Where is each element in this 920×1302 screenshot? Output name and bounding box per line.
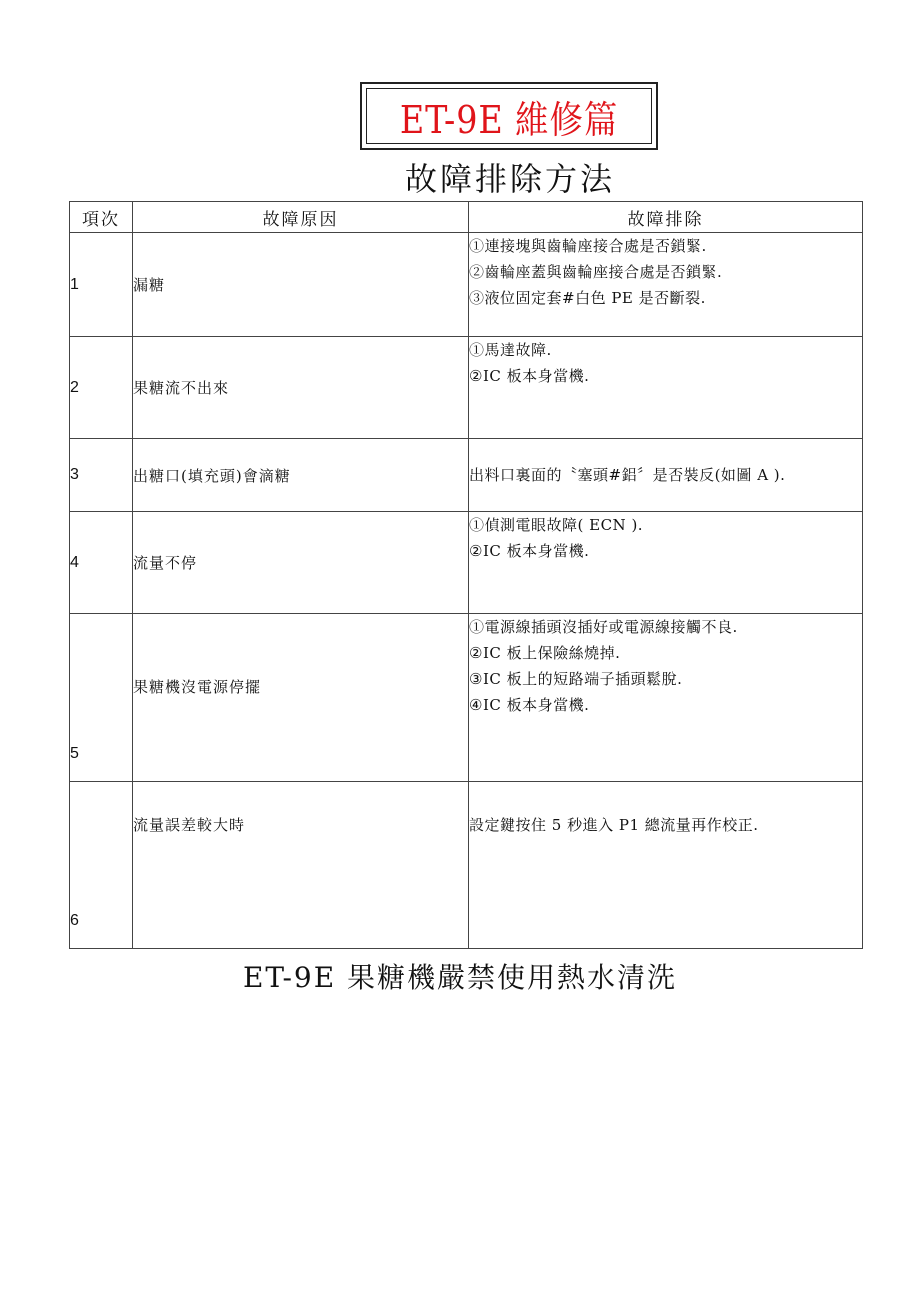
- table-row: [70, 439, 863, 512]
- fix-step: ①電源線插頭沒插好或電源線接觸不良.: [469, 618, 738, 636]
- title-frame-inner: [366, 88, 652, 144]
- fix-step: ②IC 板上保險絲燒掉.: [469, 644, 621, 662]
- fix-step: ④IC 板本身當機.: [469, 696, 590, 714]
- row-cause: 流量不停: [133, 512, 469, 614]
- table-header-row: [70, 202, 863, 233]
- row-fix: [469, 439, 863, 512]
- row-fix: [469, 337, 863, 439]
- column-header-fix: 故障排除: [469, 202, 863, 233]
- row-item-number: 5: [70, 614, 133, 782]
- section-subtitle: 故障排除方法: [404, 160, 615, 198]
- column-header-cause: 故障原因: [133, 202, 469, 233]
- table-row: [70, 233, 863, 337]
- fix-step: ②齒輪座蓋與齒輪座接合處是否鎖緊.: [469, 263, 723, 281]
- row-cause: 流量誤差較大時: [133, 782, 469, 949]
- fix-step: ③液位固定套#白色 PE 是否斷裂.: [469, 289, 706, 307]
- fix-step: ②IC 板本身當機.: [469, 367, 590, 385]
- fix-step: ①偵測電眼故障( ECN ).: [469, 516, 644, 534]
- document-title: ET-9E 維修篇: [399, 97, 619, 142]
- row-item-number: 4: [70, 512, 133, 614]
- warning-note: ET-9E 果糖機嚴禁使用熱水清洗: [242, 961, 678, 994]
- fix-step: 設定鍵按住 5 秒進入 P1 總流量再作校正.: [469, 816, 759, 834]
- table-row: [70, 512, 863, 614]
- fix-step: ①馬達故障.: [469, 341, 552, 359]
- row-item-number: 3: [70, 439, 133, 512]
- table-row: [70, 614, 863, 782]
- row-item-number: 6: [70, 782, 133, 949]
- table-row: [70, 782, 863, 949]
- fix-step: ②IC 板本身當機.: [469, 542, 590, 560]
- table-row: [70, 337, 863, 439]
- title-frame: [360, 82, 658, 150]
- row-item-number: 2: [70, 337, 133, 439]
- fix-step: 出料口裏面的〝塞頭#鋁〞是否裝反(如圖 A ).: [469, 466, 786, 484]
- row-fix: [469, 512, 863, 614]
- row-cause: 果糖機沒電源停擺: [133, 614, 469, 782]
- fix-step: ③IC 板上的短路端子插頭鬆脫.: [469, 670, 683, 688]
- column-header-item: 項次: [70, 202, 133, 233]
- troubleshooting-table: [69, 201, 863, 949]
- row-item-number: 1: [70, 233, 133, 337]
- row-cause: 出糖口(填充頭)會滴糖: [133, 439, 469, 512]
- row-cause: 漏糖: [133, 233, 469, 337]
- fix-step: ①連接塊與齒輪座接合處是否鎖緊.: [469, 237, 707, 255]
- row-cause: 果糖流不出來: [133, 337, 469, 439]
- row-fix: [469, 782, 863, 949]
- row-fix: [469, 614, 863, 782]
- row-fix: [469, 233, 863, 337]
